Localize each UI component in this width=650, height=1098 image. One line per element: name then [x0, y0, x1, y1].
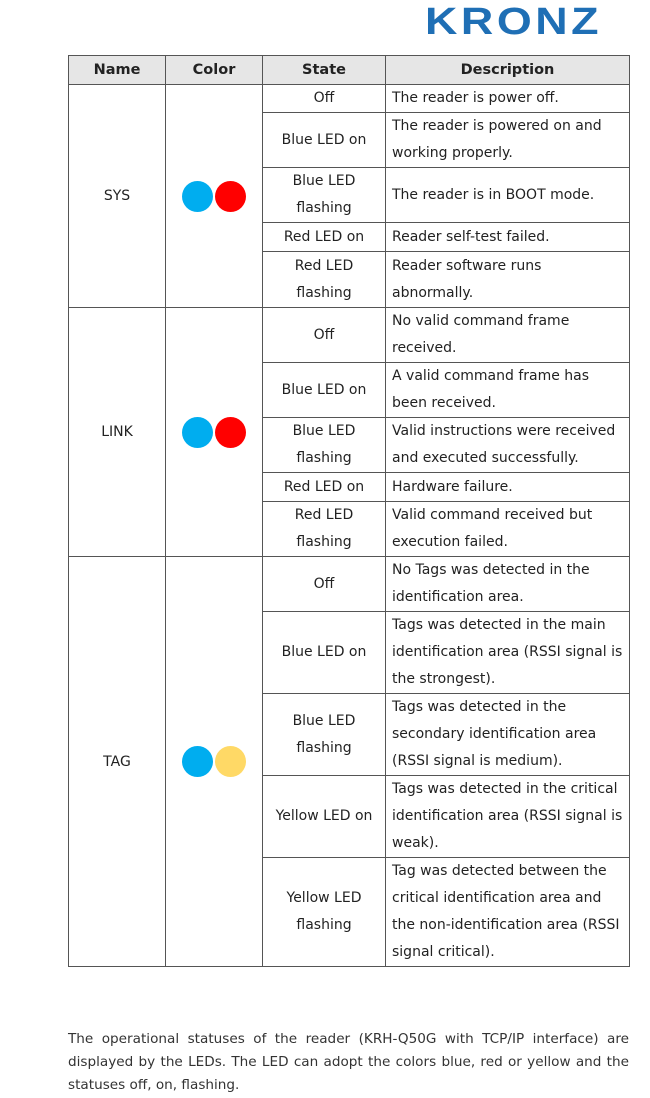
state-cell: Blue LED on	[263, 363, 386, 418]
column-header-description: Description	[386, 56, 630, 85]
blue-led-icon	[182, 417, 213, 448]
red-led-icon	[215, 417, 246, 448]
column-header-state: State	[263, 56, 386, 85]
state-cell: Red LED flashing	[263, 502, 386, 557]
state-cell: Yellow LED flashing	[263, 858, 386, 967]
description-cell: Tags was detected in the main identification area (RSSI signal is the strongest).	[386, 612, 630, 694]
state-cell: Blue LED on	[263, 612, 386, 694]
state-cell: Off	[263, 308, 386, 363]
yellow-led-icon	[215, 746, 246, 777]
state-cell: Yellow LED on	[263, 776, 386, 858]
description-paragraph: The operational statuses of the reader (KRH-Q50G with TCP/IP interface) are displayed by the LEDs. The LED can adopt the colors blue, red or yellow and the statuses off, on, flashing.	[68, 1030, 629, 1093]
led-name-sys: SYS	[69, 85, 166, 308]
description-cell: Hardware failure.	[386, 473, 630, 502]
led-status-table	[68, 55, 630, 967]
red-led-icon	[215, 181, 246, 212]
description-cell: The reader is in BOOT mode.	[386, 168, 630, 223]
table-row	[69, 557, 630, 612]
state-cell: Blue LED flashing	[263, 168, 386, 223]
kronz-logo	[425, 1, 620, 43]
led-color-cell	[166, 557, 263, 967]
description-cell: Tags was detected in the critical identification area (RSSI signal is weak).	[386, 776, 630, 858]
description-cell: Reader software runs abnormally.	[386, 252, 630, 308]
table-row	[69, 308, 630, 363]
description-cell: Tags was detected in the secondary identification area (RSSI signal is medium).	[386, 694, 630, 776]
description-cell: Reader self-test failed.	[386, 223, 630, 252]
description-cell: No valid command frame received.	[386, 308, 630, 363]
table-row	[69, 85, 630, 113]
description-cell: A valid command frame has been received.	[386, 363, 630, 418]
state-cell: Off	[263, 85, 386, 113]
led-color-cell	[166, 85, 263, 308]
state-cell: Blue LED on	[263, 113, 386, 168]
state-cell: Red LED on	[263, 473, 386, 502]
state-cell: Red LED on	[263, 223, 386, 252]
state-cell: Red LED flashing	[263, 252, 386, 308]
led-name-link: LINK	[69, 308, 166, 557]
description-cell: The reader is power off.	[386, 85, 630, 113]
column-header-color: Color	[166, 56, 263, 85]
table-header-row	[69, 56, 630, 85]
led-name-tag: TAG	[69, 557, 166, 967]
description-cell: Valid command received but execution failed.	[386, 502, 630, 557]
led-color-cell	[166, 308, 263, 557]
blue-led-icon	[182, 181, 213, 212]
description-cell: No Tags was detected in the identification area.	[386, 557, 630, 612]
state-cell: Blue LED flashing	[263, 418, 386, 473]
column-header-name: Name	[69, 56, 166, 85]
description-cell: The reader is powered on and working properly.	[386, 113, 630, 168]
state-cell: Off	[263, 557, 386, 612]
description-cell: Tag was detected between the critical identification area and the non-identification area (RSSI signal critical).	[386, 858, 630, 967]
description-cell: Valid instructions were received and executed successfully.	[386, 418, 630, 473]
blue-led-icon	[182, 746, 213, 777]
state-cell: Blue LED flashing	[263, 694, 386, 776]
logo-text: KRONZ	[425, 1, 603, 43]
